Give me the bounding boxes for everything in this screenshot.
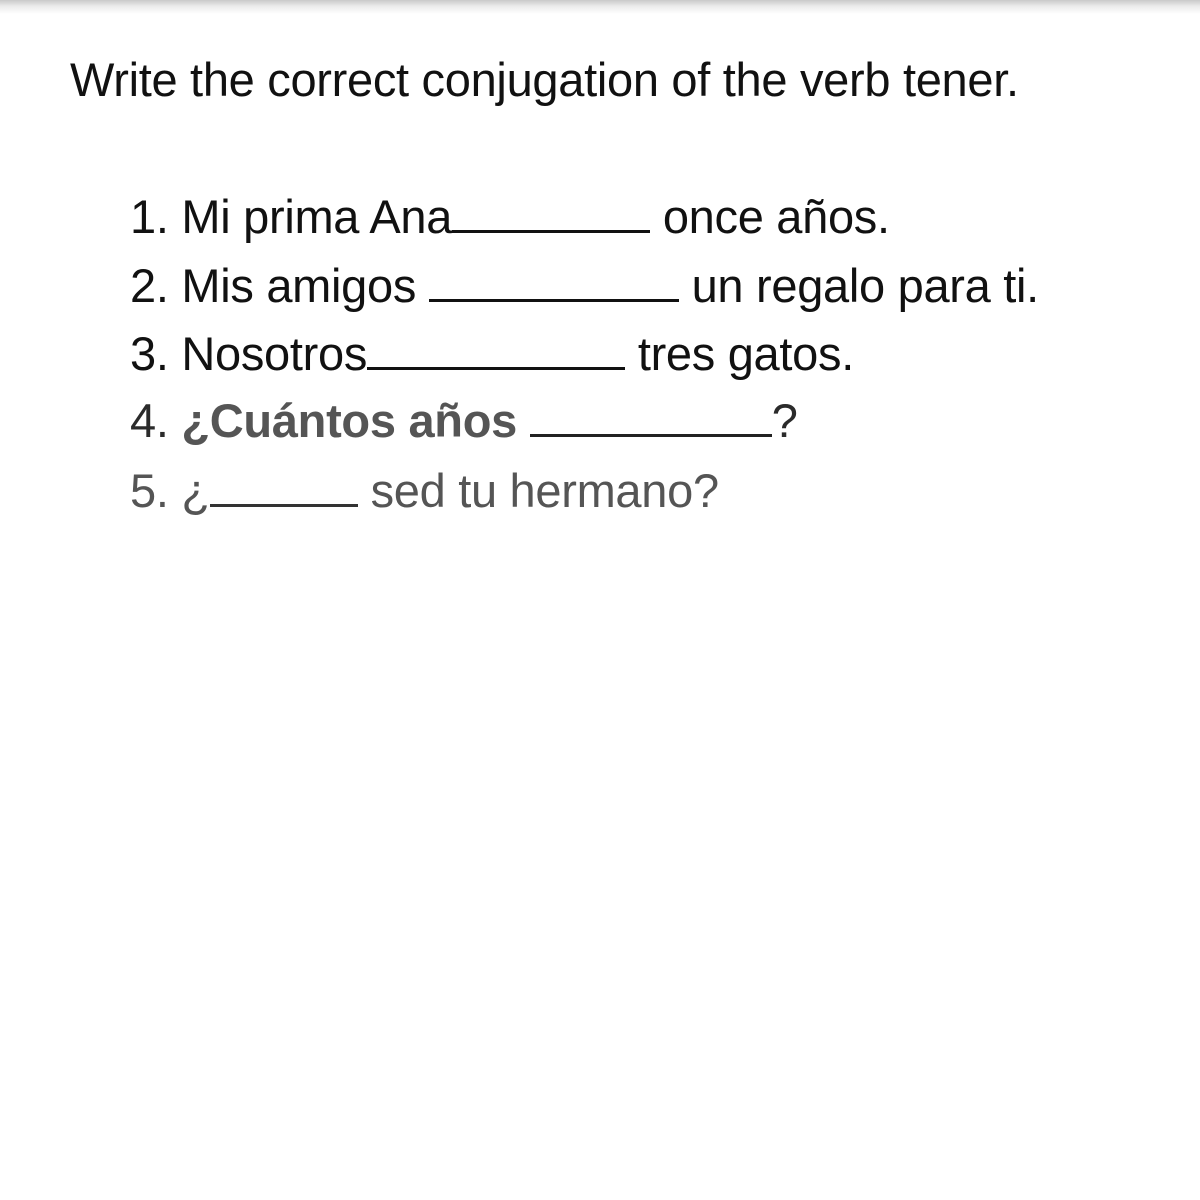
- answer-blank[interactable]: [452, 230, 650, 233]
- question-ending: un regalo para ti.: [691, 259, 1039, 312]
- question-3: [130, 327, 854, 380]
- question-4: [130, 394, 798, 447]
- answer-blank[interactable]: [210, 504, 358, 507]
- question-number: 3.: [130, 327, 169, 380]
- top-edge-shadow: [0, 0, 1200, 14]
- question-5: [130, 464, 719, 517]
- question-prompt: Nosotros: [181, 327, 368, 380]
- question-ending: tres gatos.: [637, 327, 854, 380]
- question-number: 2.: [130, 259, 169, 312]
- question-prompt: ¿Cuántos años: [181, 394, 517, 447]
- page-title: Write the correct conjugation of the verb tener.: [70, 53, 1019, 106]
- question-ending: sed tu hermano?: [370, 464, 719, 517]
- answer-blank[interactable]: [367, 367, 625, 370]
- question-1: [130, 190, 890, 243]
- question-number: 5.: [130, 464, 169, 517]
- question-prompt: Mi prima Ana: [181, 190, 453, 243]
- question-ending: once años.: [662, 190, 890, 243]
- question-2: [130, 259, 1039, 312]
- answer-blank[interactable]: [530, 434, 772, 437]
- question-prompt: Mis amigos: [181, 259, 417, 312]
- question-number: 1.: [130, 190, 169, 243]
- answer-blank[interactable]: [429, 299, 679, 302]
- question-number: 4.: [130, 394, 169, 447]
- question-ending: ?: [771, 394, 798, 447]
- question-prompt: ¿: [181, 464, 210, 517]
